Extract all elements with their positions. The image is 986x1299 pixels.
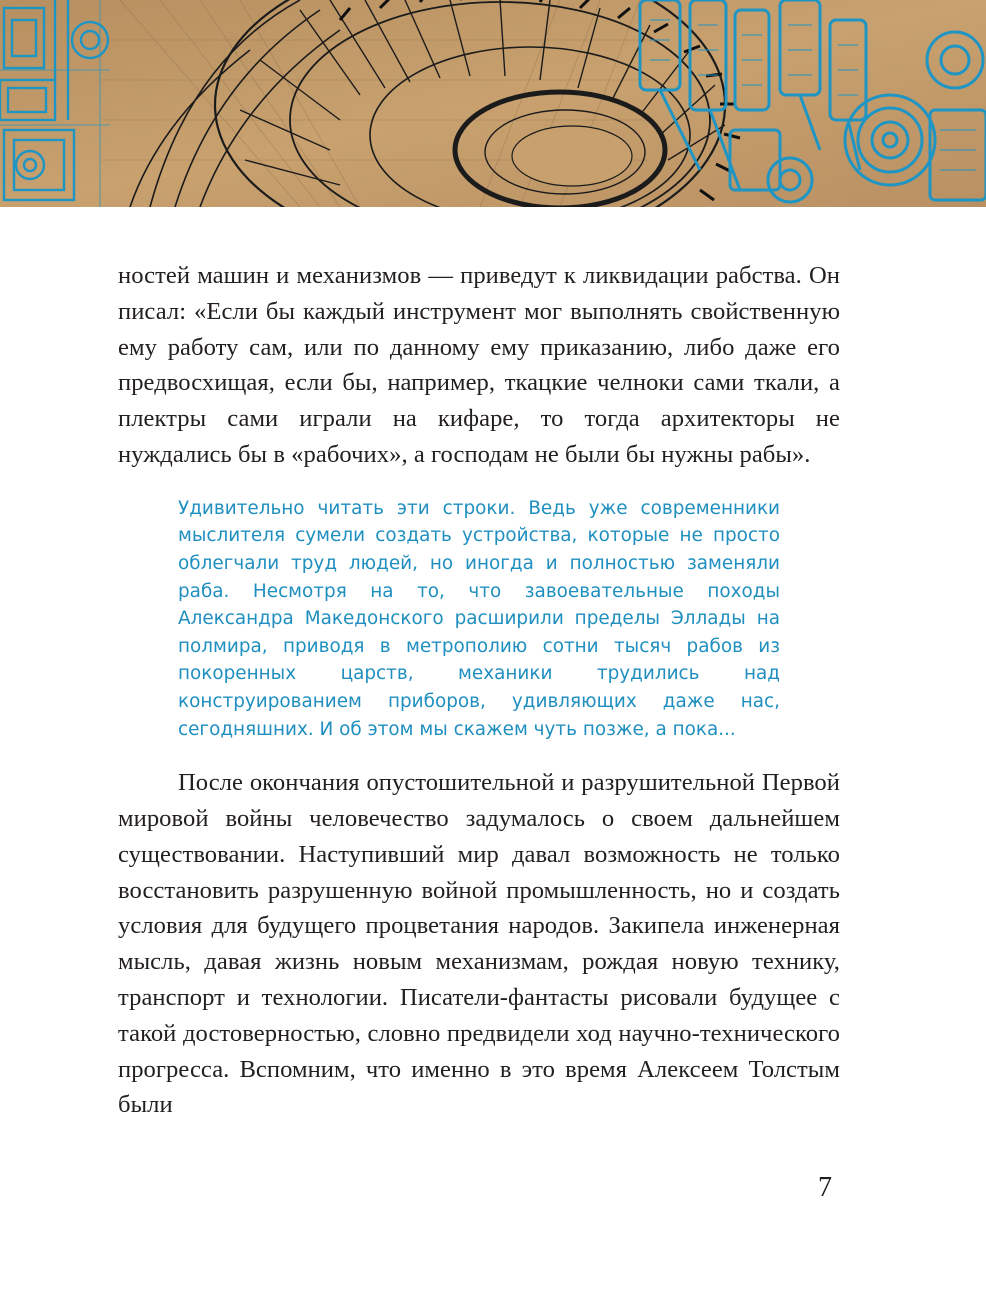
blueprint-banner-graphic: [0, 0, 986, 207]
body-paragraph: ностей машин и механизмов — приведут к ликвидации рабства. Он писал: «Если бы каждый инструмент мог выполнять свойственную ему работу сам, или по данному ему приказанию, либо даже его предвосхищая, если бы, например, ткацкие челноки сами ткали, а плектры сами играли на кифаре, то тогда архитекторы не нуждались бы в «рабочих», а господам не были бы нужны рабы».: [118, 262, 840, 468]
header-illustration: [0, 0, 986, 207]
body-paragraph: После окончания опустошительной и разрушительной Первой мировой войны человечество задумалось о своем дальнейшем существовании. Наступивший мир давал возможность не только восстановить разрушенную войной промышленность, но и создать условия для будущего процветания народов. Закипела инженерная мысль, давая жизнь новым механизмам, рождая новую технику, транспорт и технологии. Писатели-фантасты рисовали будущее с такой достоверностью, словно предвидели ход научно-технического прогресса. Вспомним, что именно в это время Алексеем Толстым были: [118, 769, 840, 1119]
callout-commentary: Удивительно читать эти строки. Ведь уже современники мыслителя сумели создать устройства, которые не просто облегчали труд людей, но иногда и полностью заменяли раба. Несмотря на то, что завоевательные походы Александра Македонского расширили пределы Эллады на полмира, приводя в метрополию сотни тысяч рабов из покоренных царств, механики трудились над конструированием приборов, удивляющих даже нас, сегодняшних. И об этом мы скажем чуть позже, а пока...: [178, 497, 780, 740]
page-text-column: [118, 258, 840, 1123]
page-number: 7: [818, 1172, 832, 1203]
